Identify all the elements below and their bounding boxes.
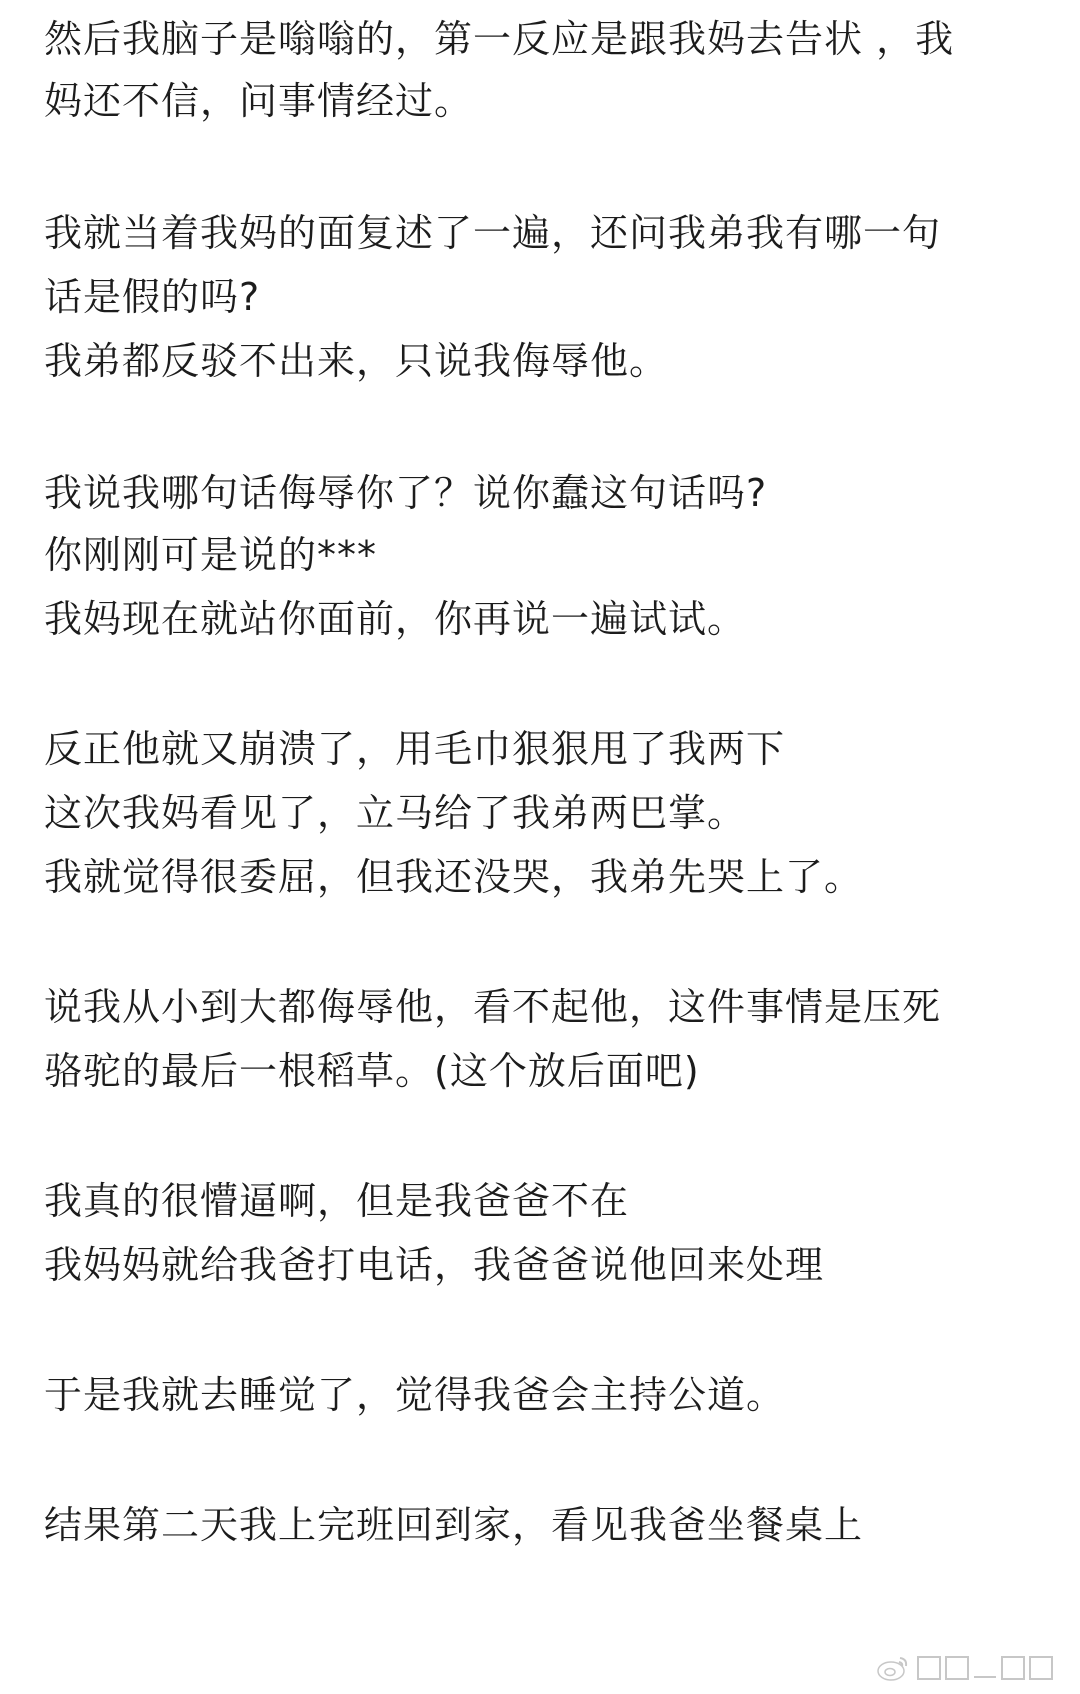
text-line: 反正他就又崩溃了，用毛巾狠狠甩了我两下 xyxy=(44,727,786,771)
text-line: 妈还不信，问事情经过。 xyxy=(44,79,474,123)
text-line: 我说我哪句话侮辱你了？说你蠢这句话吗? xyxy=(44,471,768,515)
text-line: 结果第二天我上完班回到家，看见我爸坐餐桌上 xyxy=(44,1503,864,1547)
text-line: 我真的很懵逼啊，但是我爸爸不在 xyxy=(44,1179,630,1223)
text-line: 我妈妈就给我爸打电话，我爸爸说他回来处理 xyxy=(44,1243,825,1287)
text-line: 我就当着我妈的面复述了一遍，还问我弟我有哪一句 xyxy=(44,211,942,255)
text-line: 我弟都反驳不出来，只说我侮辱他。 xyxy=(44,339,669,383)
text-line: 然后我脑子是嗡嗡的，第一反应是跟我妈去告状 ，我 xyxy=(44,17,955,61)
watermark xyxy=(876,1648,1066,1688)
text-line: 说我从小到大都侮辱他，看不起他，这件事情是压死 xyxy=(44,985,942,1029)
text-line: 于是我就去睡觉了，觉得我爸会主持公道。 xyxy=(44,1373,786,1417)
weibo-logo-icon xyxy=(876,1654,910,1682)
text-line: 我妈现在就站你面前，你再说一遍试试。 xyxy=(44,597,747,641)
watermark-text xyxy=(916,1653,1066,1683)
text-line: 这次我妈看见了，立马给了我弟两巴掌。 xyxy=(44,791,747,835)
text-line: 你刚刚可是说的*** xyxy=(44,533,378,577)
text-line: 我就觉得很委屈，但我还没哭，我弟先哭上了。 xyxy=(44,855,864,899)
text-line: 骆驼的最后一根稻草。(这个放后面吧) xyxy=(44,1049,700,1093)
text-line: 话是假的吗? xyxy=(44,275,261,319)
